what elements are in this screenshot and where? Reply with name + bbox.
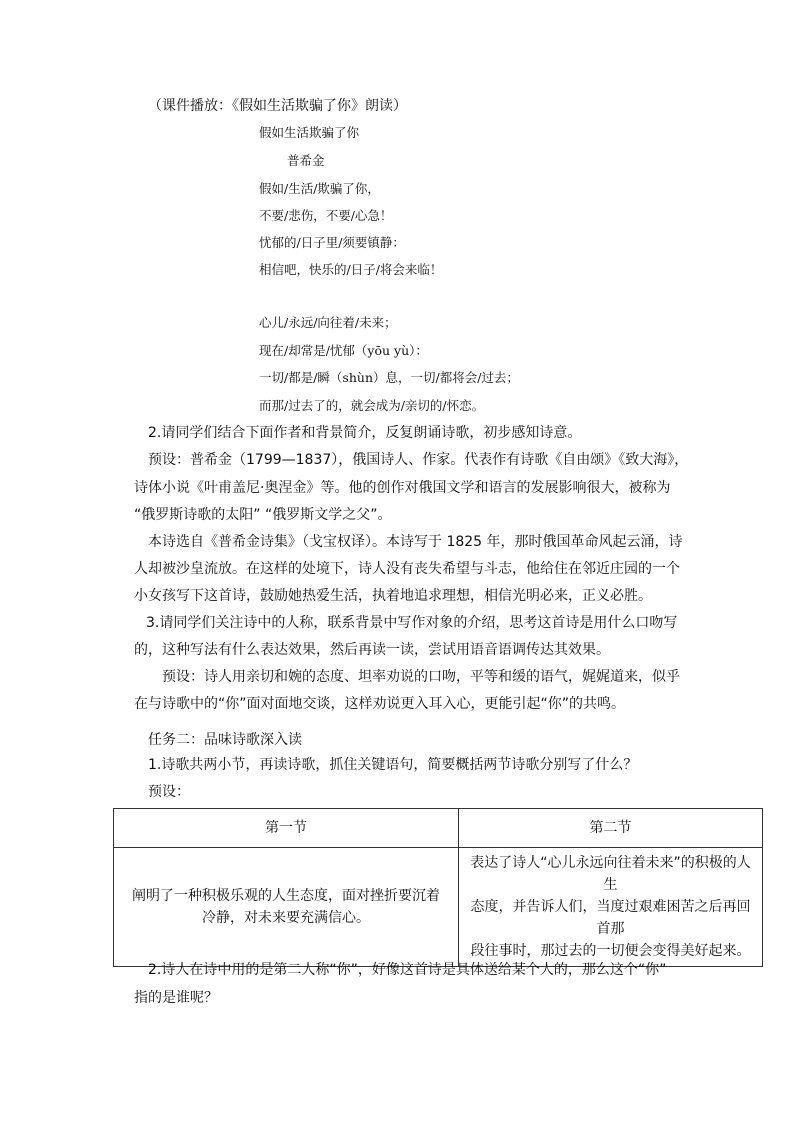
- poem-line: 不要/悲伤，不要/心急！: [259, 208, 393, 223]
- cell-line: 阐明了一种积极乐观的人生态度，面对挫折要沉着: [132, 888, 440, 904]
- step3-question-line: 3.请同学们关注诗中的人称，联系背景中写作对象的介绍，思考这首诗是用什么口吻写: [146, 615, 678, 631]
- step3-question-line: 的，这种写法有什么表达效果，然后再读一读，尝试用语音语调传达其效果。: [134, 642, 610, 658]
- step2-preset-line: “俄罗斯诗歌的太阳” “俄罗斯文学之父”。: [134, 507, 392, 523]
- cell-line: 表达了诗人“心儿永远向往着未来”的积极的人生: [470, 855, 751, 893]
- step2-question: 2.请同学们结合下面作者和背景简介，反复朗诵诗歌，初步感知诗意。: [148, 425, 582, 441]
- step2-preset-line: 诗体小说《叶甫盖尼·奥涅金》等。他的创作对俄国文学和语言的发展影响很大，被称为: [134, 480, 671, 496]
- task2-q2-line: 指的是谁呢？: [134, 990, 218, 1006]
- cell-line: 冷静，对未来要充满信心。: [202, 910, 370, 926]
- poem-line: 相信吧，快乐的/日子/将会来临！: [259, 262, 443, 277]
- poem-line: 现在/却常是/忧郁（yōu yù）：: [259, 343, 428, 358]
- step2-preset-line: 小女孩写下这首诗，鼓励她热爱生活，执着地追求理想，相信光明必来，正义必胜。: [134, 588, 652, 604]
- table-row: [114, 848, 763, 967]
- cell-line: 态度，并告诉人们，当度过艰难困苦之后再回首那: [470, 899, 751, 937]
- poem-title: 假如生活欺骗了你: [259, 125, 360, 140]
- task2-heading: 任务二：品味诗歌深入读: [148, 732, 302, 748]
- step2-preset-line: 预设：普希金（1799—1837），俄国诗人、作家。代表作有诗歌《自由颂》《致大海》，: [148, 452, 689, 468]
- step3-preset-line: 在与诗歌中的“你”面对面地交谈，这样劝说更入耳入心，更能引起“你”的共鸣。: [134, 696, 626, 712]
- table-cell-stanza2: [459, 848, 763, 967]
- summary-table: [113, 808, 763, 967]
- table-cell-stanza1: [114, 848, 459, 967]
- table-header-row: [114, 809, 763, 848]
- poem-line: 一切/都是/瞬（shùn）息，一切/都将会/过去；: [259, 370, 519, 385]
- poem-line: 忧郁的/日子里/须要镇静：: [259, 235, 405, 250]
- poem-line: 心儿/永远/向往着/未来；: [259, 315, 397, 330]
- poem-line: 假如/生活/欺骗了你，: [259, 181, 380, 196]
- task2-question: 1.诗歌共两小节，再读诗歌，抓住关键语句，简要概括两节诗歌分别写了什么？: [148, 757, 638, 773]
- step2-preset-line: 本诗选自《普希金诗集》（戈宝权译）。本诗写于 1825 年，那时俄国革命风起云涌，诗: [148, 534, 683, 550]
- courseware-note: （课件播放：《假如生活欺骗了你》朗读）: [148, 98, 407, 114]
- task2-preset-label: 预设：: [148, 784, 190, 800]
- table-header-stanza1: 第一节: [114, 809, 459, 848]
- cell-line: 段往事时，那过去的一切便会变得美好起来。: [470, 943, 751, 959]
- table-header-stanza2: 第二节: [459, 809, 763, 848]
- task2-q2-line: 2.诗人在诗中用的是第二人称“你”，好像这首诗是具体送给某个人的，那么这个“你”: [148, 962, 667, 978]
- poem-author: 普希金: [287, 153, 325, 168]
- step3-preset-line: 预设：诗人用亲切和婉的态度、坦率劝说的口吻，平等和缓的语气，娓娓道来，似乎: [162, 669, 680, 685]
- poem-line: 而那/过去了的，就会成为/亲切的/怀恋。: [259, 398, 485, 413]
- step2-preset-line: 人却被沙皇流放。在这样的处境下，诗人没有丧失希望与斗志，他给住在邻近庄园的一个: [134, 561, 680, 577]
